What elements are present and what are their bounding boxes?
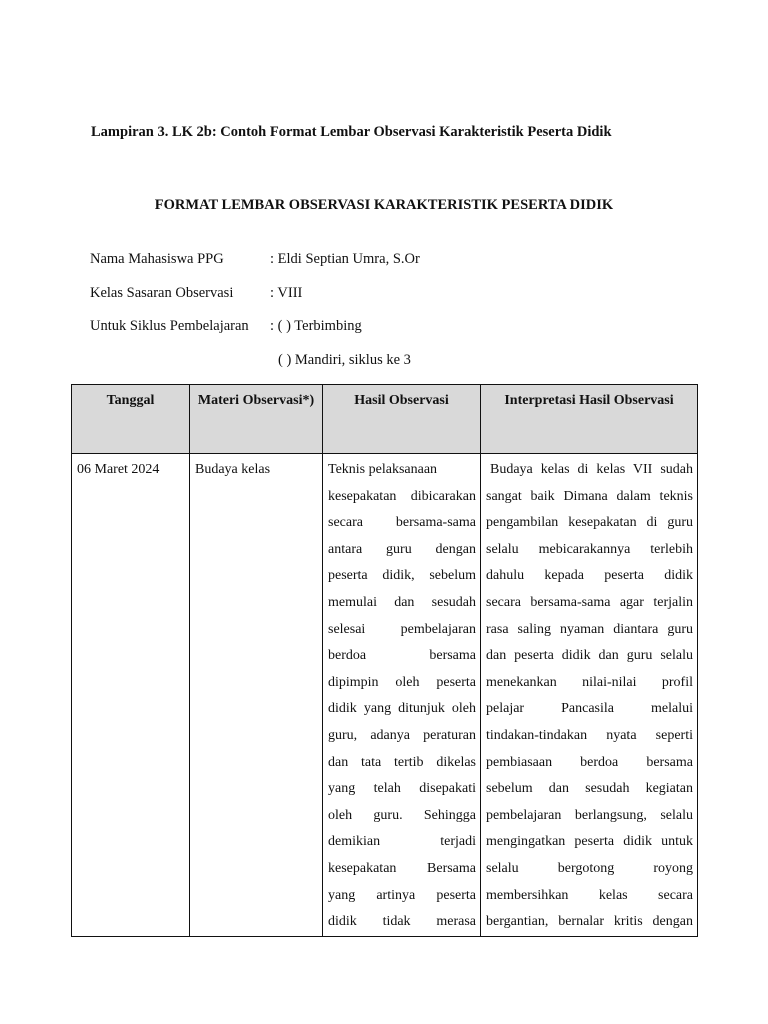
cell-line: dipimpin oleh peserta bbox=[328, 674, 476, 690]
header-interpretation: Interpretasi Hasil Observasi bbox=[481, 385, 698, 454]
cycle-option-independent: ( ) Mandiri, siklus ke 3 bbox=[278, 352, 411, 368]
class-value: : VIII bbox=[270, 285, 303, 301]
appendix-title: Lampiran 3. LK 2b: Contoh Format Lembar Observasi Karakteristik Peserta Didik bbox=[91, 124, 612, 140]
cell-line: selalu bergotong royong bbox=[486, 860, 693, 876]
cell-line: pembiasaan berdoa bersama bbox=[486, 754, 693, 770]
cell-line: selesai pembelajaran bbox=[328, 621, 476, 637]
table-header-row bbox=[72, 385, 698, 454]
cell-line: antara guru dengan bbox=[328, 541, 476, 557]
cell-line: membersihkan kelas secara bbox=[486, 887, 693, 903]
cell-line: oleh guru. Sehingga bbox=[328, 807, 476, 823]
cell-line: Budaya kelas di kelas VII sudah bbox=[490, 462, 693, 477]
cell-line: dan peserta didik dan guru selalu bbox=[486, 648, 693, 664]
name-value: : Eldi Septian Umra, S.Or bbox=[270, 251, 420, 267]
cell-line: rasa saling nyaman diantara guru bbox=[486, 621, 693, 637]
cell-line: sangat baik Dimana dalam teknis bbox=[486, 488, 693, 504]
cell-date: 06 Maret 2024 bbox=[72, 454, 190, 937]
class-label: Kelas Sasaran Observasi bbox=[90, 285, 234, 301]
cell-line: peserta didik, sebelum bbox=[328, 568, 476, 584]
cell-line: bergantian, bernalar kritis dengan bbox=[486, 914, 693, 930]
cell-line: kesepakatan Bersama bbox=[328, 860, 476, 876]
cell-line: didik tidak merasa bbox=[328, 914, 476, 930]
cell-line: yang telah disepakati bbox=[328, 781, 476, 797]
header-material: Materi Observasi*) bbox=[190, 385, 323, 454]
cell-line: kesepakatan dibicarakan bbox=[328, 488, 476, 504]
cell-result bbox=[323, 454, 481, 937]
cell-line: tindakan-tindakan nyata seperti bbox=[486, 727, 693, 743]
name-label: Nama Mahasiswa PPG bbox=[90, 251, 224, 267]
observation-table bbox=[71, 384, 698, 937]
cycle-label: Untuk Siklus Pembelajaran bbox=[90, 318, 249, 334]
cell-interpretation bbox=[481, 454, 698, 937]
cell-line: mengingatkan peserta didik untuk bbox=[486, 834, 693, 850]
cell-line: didik yang ditunjuk oleh bbox=[328, 701, 476, 717]
table-row bbox=[72, 454, 698, 937]
cell-line: menekankan nilai-nilai profil bbox=[486, 674, 693, 690]
cell-line: pengambilan kesepakatan di guru bbox=[486, 515, 693, 531]
cell-line: yang artinya peserta bbox=[328, 887, 476, 903]
cell-line: secara bersama-sama agar terjalin bbox=[486, 594, 693, 610]
cell-line: guru, adanya peraturan bbox=[328, 727, 476, 743]
header-result: Hasil Observasi bbox=[323, 385, 481, 454]
cell-material: Budaya kelas bbox=[190, 454, 323, 937]
cell-line: Teknis pelaksanaan bbox=[328, 462, 438, 477]
cell-line: dan tata tertib dikelas bbox=[328, 754, 476, 770]
cell-line: berdoa bersama bbox=[328, 648, 476, 664]
header-date: Tanggal bbox=[72, 385, 190, 454]
cell-line: pelajar Pancasila melalui bbox=[486, 701, 693, 717]
cycle-option-guided: : ( ) Terbimbing bbox=[270, 318, 362, 334]
cell-line: secara bersama-sama bbox=[328, 515, 476, 531]
form-title: FORMAT LEMBAR OBSERVASI KARAKTERISTIK PESERTA DIDIK bbox=[154, 197, 614, 213]
cell-line: memulai dan sesudah bbox=[328, 594, 476, 610]
cell-line: selalu mebicarakannya terlebih bbox=[486, 541, 693, 557]
cell-line: pembelajaran berlangsung, selalu bbox=[486, 807, 693, 823]
cell-line: demikian terjadi bbox=[328, 834, 476, 850]
cell-line: sebelum dan sesudah kegiatan bbox=[486, 781, 693, 797]
cell-line: dahulu kepada peserta didik bbox=[486, 568, 693, 584]
